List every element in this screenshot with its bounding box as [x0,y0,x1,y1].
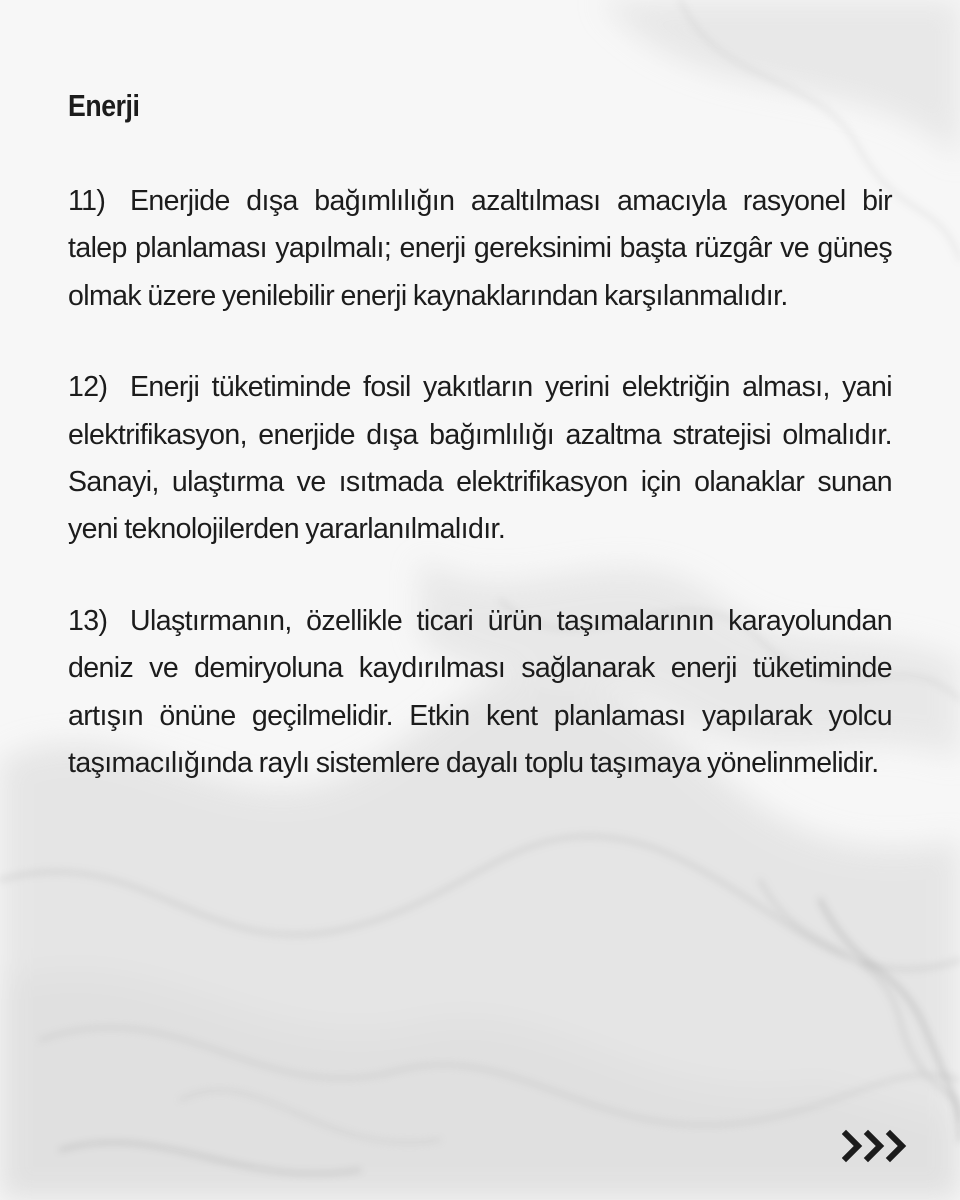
item-number: 13) [68,604,108,637]
item-number: 11) [68,185,106,217]
document-content [68,84,892,831]
item-text: Enerjide dışa bağımlılığın azaltılması amacıyla rasyonel bir talep planlaması yapılmalı; enerji gereksinimi başta rüzgâr ve güneş olmak üzere yenilebilir enerji kaynaklarından karşılanmalıdır. [68,185,892,312]
section-heading: Enerji [68,88,140,123]
list-item-11 [68,178,892,320]
triple-chevron-right-icon[interactable] [842,1128,912,1164]
item-number: 12) [68,371,108,404]
item-text: Ulaştırmanın, özellikle ticari ürün taşımalarının karayolundan deniz ve demiryoluna kaydırılması sağlanarak enerji tüketiminde artışın önüne geçilmelidir. Etkin kent planlaması yapılarak yolcu taşımacılığında raylı sistemlere dayalı toplu taşımaya yönelinmelidir. [68,604,892,780]
list-item-12 [68,364,892,554]
list-item-13 [68,598,892,788]
item-text: Enerji tüketiminde fosil yakıtların yerini elektriğin alması, yani elektrifikasyon, enerjide dışa bağımlılığı azaltma stratejisi olmalıdır. Sanayi, ulaştırma ve ısıtmada elektrifikasyon için olanaklar sunan yeni teknolojilerden yararlanılmalıdır. [68,371,892,546]
